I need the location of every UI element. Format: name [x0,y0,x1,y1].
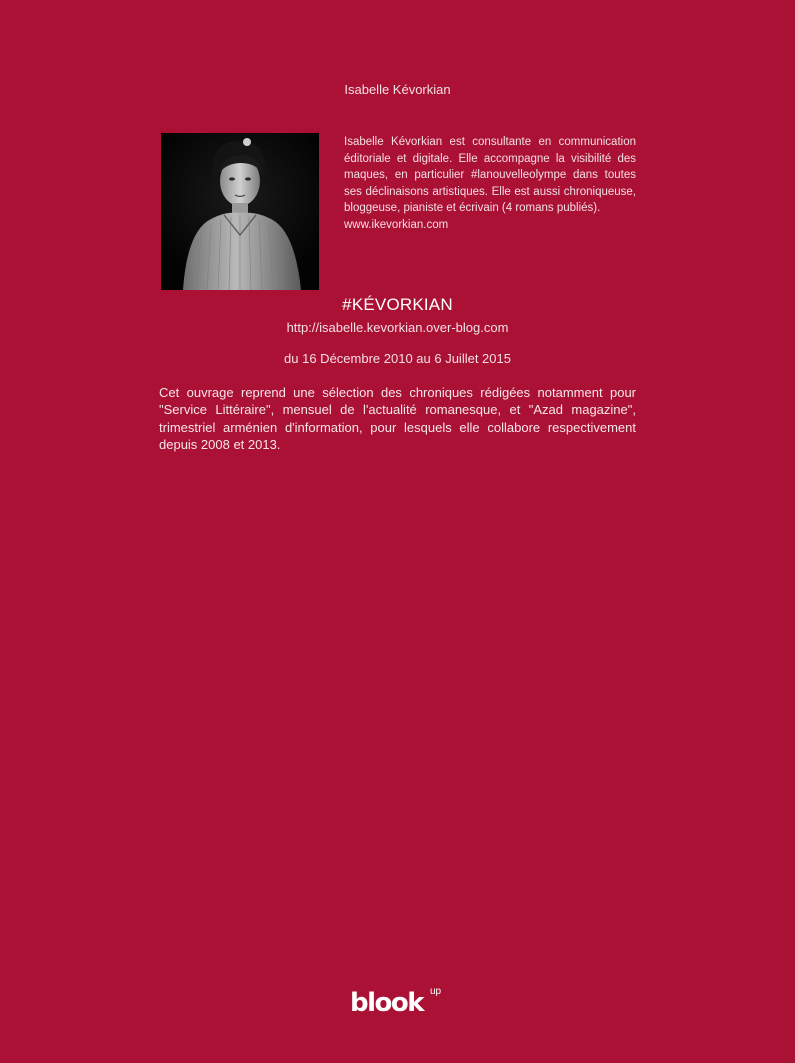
date-range: du 16 Décembre 2010 au 6 Juillet 2015 [284,351,511,366]
author-name: Isabelle Kévorkian [344,82,451,97]
book-description: Cet ouvrage reprend une sélection des chroniques rédigées notamment pour "Service Littéraire", mensuel de l'actualité romanesque, et "Azad magazine", trimestriel arménien d'information, pour lesquels elle collabore respectivement depuis 2008 et 2013. [159,385,636,453]
portrait-image [161,133,319,290]
author-bio [344,134,636,233]
blog-url-link[interactable]: http://isabelle.kevorkian.over-blog.com [286,320,509,335]
book-title: #KÉVORKIAN [342,295,453,314]
logo-wordmark: blook [350,988,424,1018]
author-website-link[interactable]: www.ikevorkian.com [344,218,449,231]
logo-superscript: up [430,986,442,997]
author-portrait [161,133,319,290]
bio-text: Isabelle Kévorkian est consultante en communication éditoriale et digitale. Elle accompagne la visibilité des maques, en particulier #lanouvelleolympe dans toutes ses déclinaisons artistiques. Elle est aussi chroniqueuse, bloggeuse, pianiste et écrivain (4 romans publiés). [344,136,636,214]
blookup-logo [350,984,450,1024]
